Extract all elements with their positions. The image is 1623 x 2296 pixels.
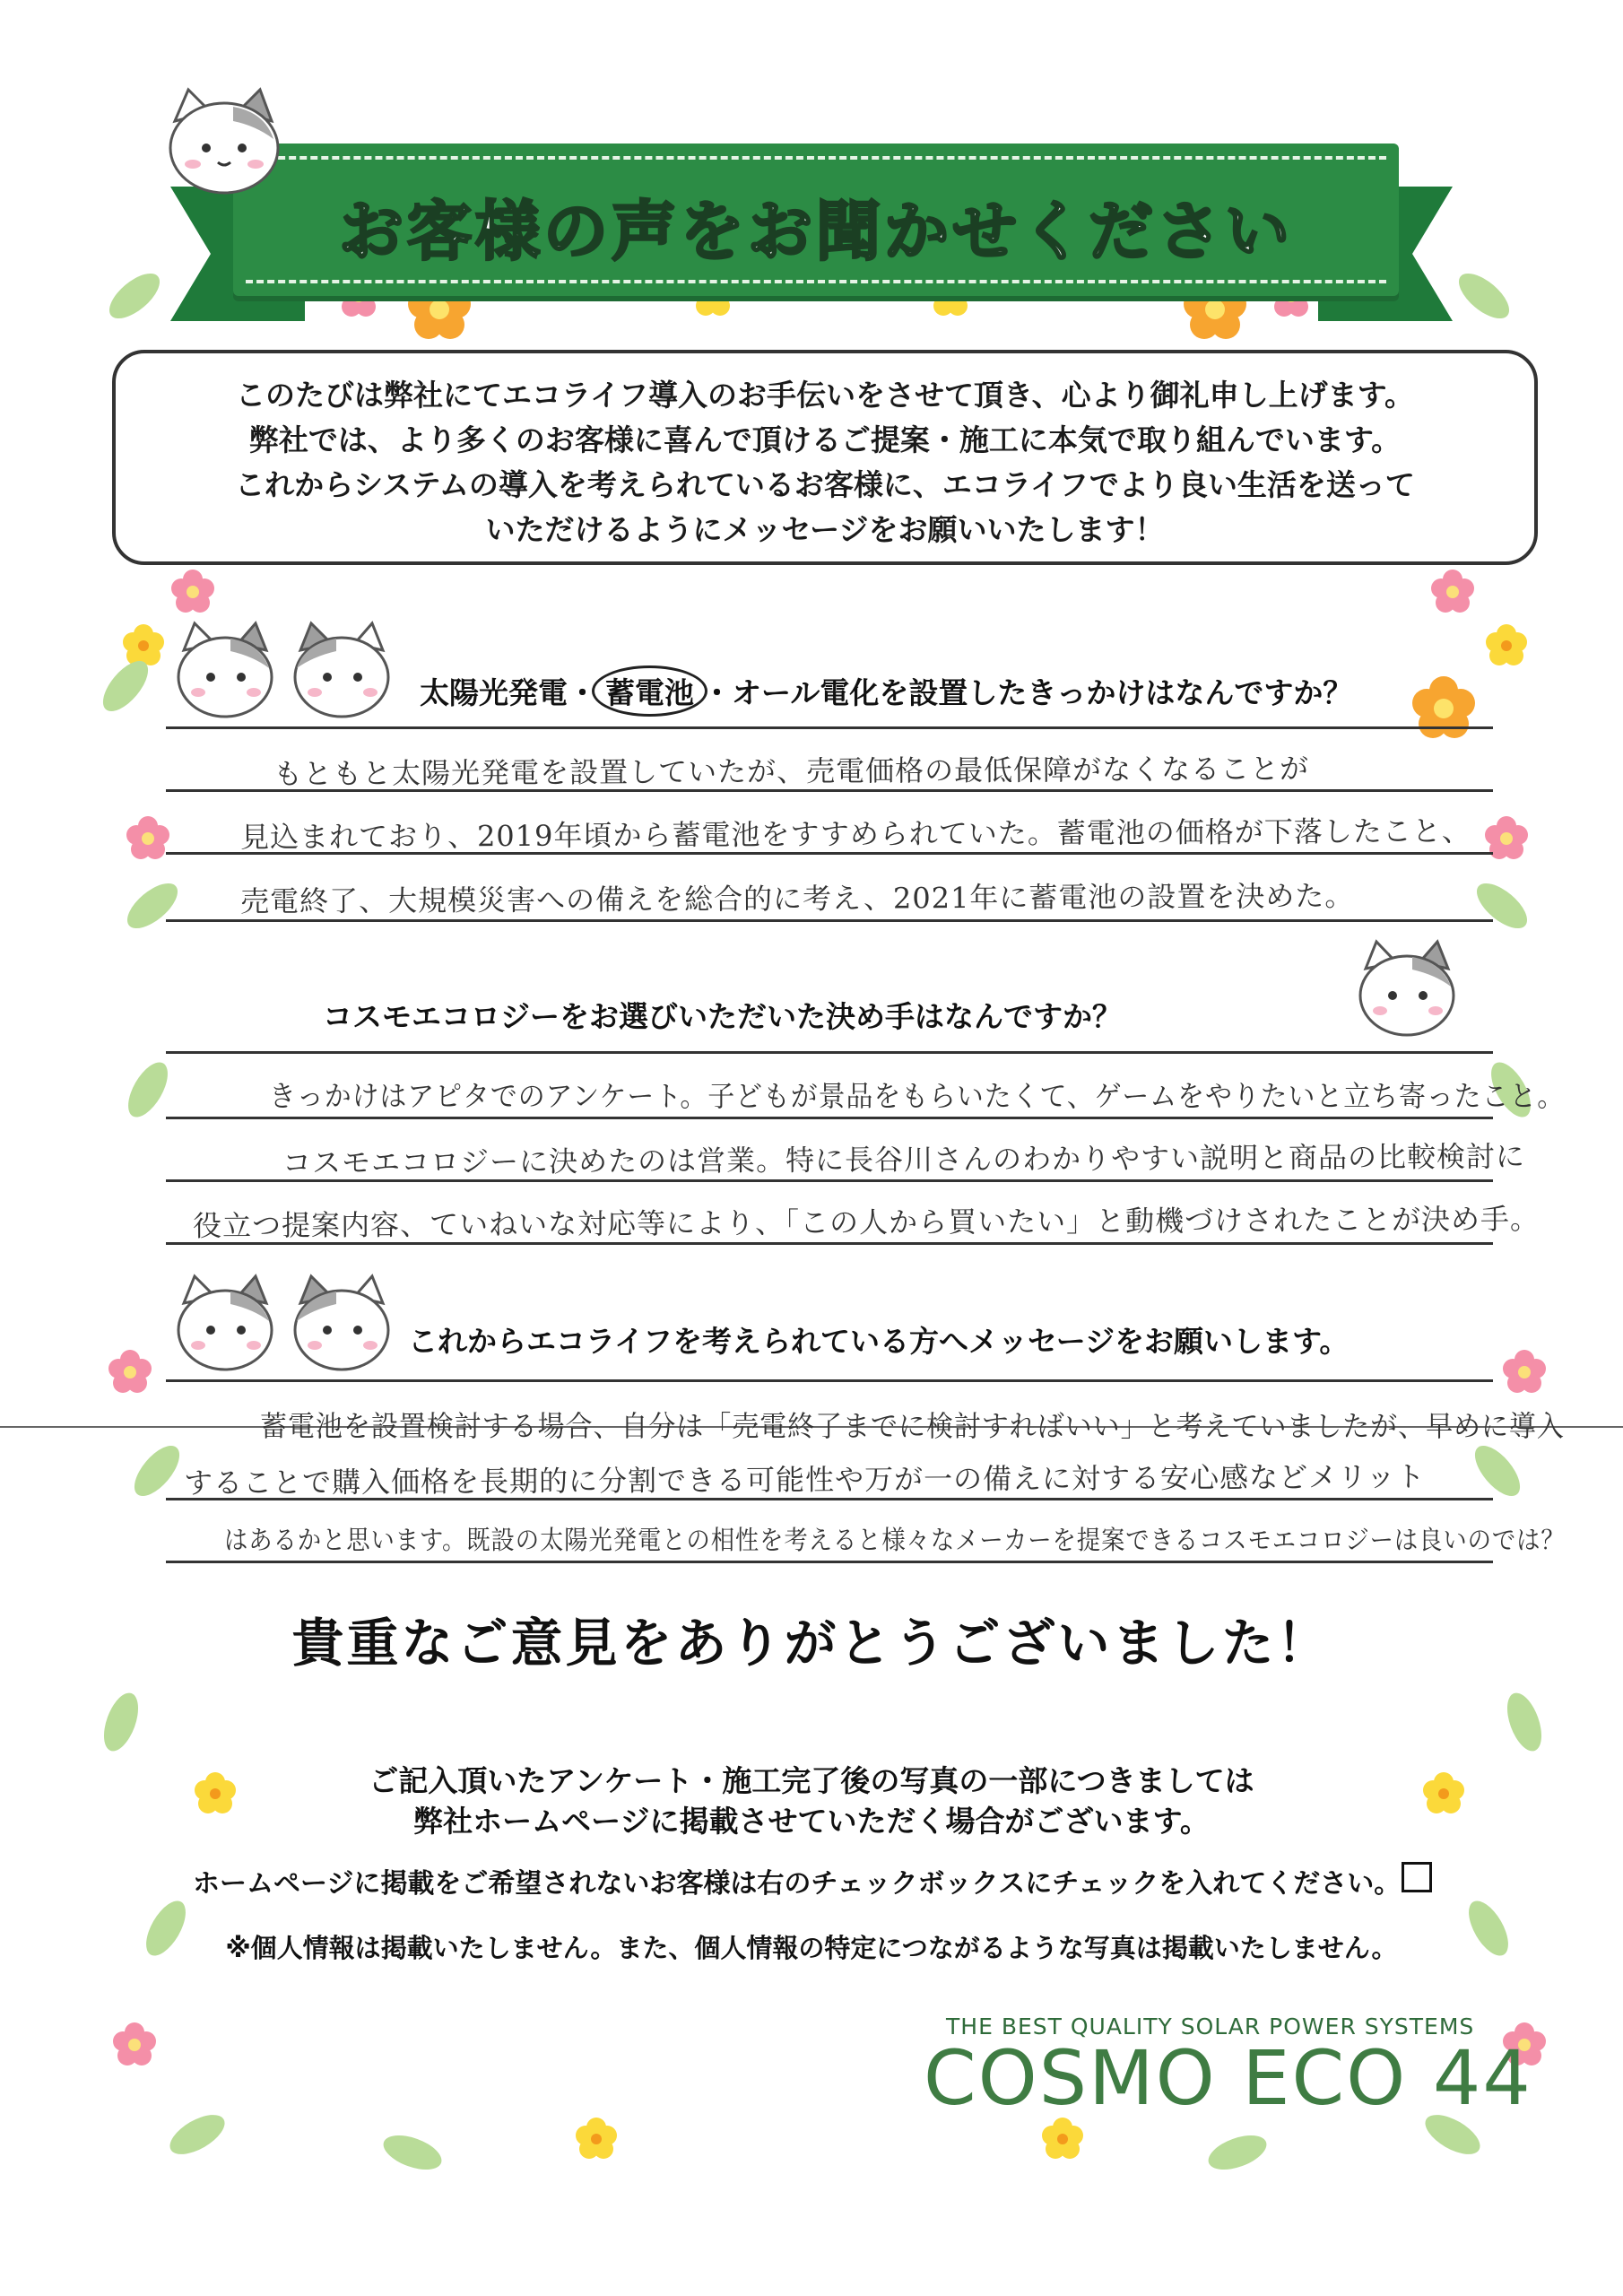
answer-line	[166, 726, 1493, 729]
answer-line	[166, 1561, 1493, 1563]
q1-suffix: ・オール電化を設置したきっかけはなんですか？	[702, 675, 1353, 710]
intro-message-box	[112, 350, 1538, 565]
answer-line	[166, 1379, 1493, 1382]
question-2-heading: コスモエコロジーをお選びいただいた決め手はなんですか？	[323, 999, 1122, 1034]
intro-line: このたびは弊社にてエコライフ導入のお手伝いをさせて頂き、心より御礼申し上げます。	[235, 378, 1415, 413]
q1-answer-line: もともと太陽光発電を設置していたが、売電価格の最低保障がなくなることが	[273, 751, 1310, 792]
q3-answer-line: することで購入価格を長期的に分割できる可能性や万が一の備えに対する安心感などメリット	[183, 1459, 1426, 1500]
intro-line: 弊社では、より多くのお客様に喜んで頂けるご提案・施工に本気で取り組んでいます。	[248, 422, 1402, 457]
answer-line	[166, 1051, 1493, 1054]
thanks-message: 貴重なご意見をありがとうございました！	[291, 1613, 1332, 1674]
q2-answer-line: 役立つ提案内容、ていねいな対応等により、「この人から買いたい」と動機づけされたことが決め手。	[192, 1202, 1541, 1243]
question-1-heading	[420, 665, 1352, 717]
title-banner	[233, 144, 1399, 296]
q3-answer-line: はあるかと思います。既設の太陽光発電との相性を考えると様々なメーカーを提案できるコスモエコロジーは良いのでは？	[224, 1525, 1566, 1555]
logo-tagline: THE BEST QUALITY SOLAR POWER SYSTEMS	[946, 2013, 1475, 2039]
company-logo: COSMO ECO 44	[924, 2034, 1532, 2122]
optout-checkbox[interactable]	[1402, 1862, 1432, 1892]
q3-answer-line: 蓄電池を設置検討する場合、自分は「売電終了までに検討すればいい」と考えていましたが、早めに導入	[260, 1409, 1565, 1443]
cat-mascot-icon	[157, 85, 291, 202]
q2-answer-line: きっかけはアピタでのアンケート。子どもが景品をもらいたくて、ゲームをやりたいと立ち寄ったこと。	[269, 1079, 1566, 1113]
two-cats-icon	[166, 1272, 399, 1379]
intro-line: これからシステムの導入を考えられているお客様に、エコライフでより良い生活を送って	[235, 467, 1415, 502]
optout-checkbox-label: ホームページに掲載をご希望されないお客様は右のチェックボックスにチェックを入れてください。	[193, 1868, 1402, 1900]
two-cats-icon	[166, 619, 399, 726]
notice-line-2: 弊社ホームページに掲載させていただく場合がございます。	[413, 1804, 1210, 1839]
cat-mascot-icon	[1350, 937, 1466, 1045]
intro-line: いただけるようにメッセージをお願いいたします！	[485, 512, 1165, 547]
q1-answer-line: 見込まれており、2019年頃から蓄電池をすすめられていた。蓄電池の価格が下落したこと、	[239, 813, 1471, 855]
notice-line-1: ご記入頂いたアンケート・施工完了後の写真の一部につきましては	[369, 1763, 1254, 1798]
q1-circled-option: 蓄電池	[592, 665, 707, 717]
privacy-note: ※個人情報は掲載いたしません。また、個人情報の特定につながるような写真は掲載いたしません。	[225, 1933, 1398, 1963]
q2-answer-line: コスモエコロジーに決めたのは営業。特に長谷川さんのわかりやすい説明と商品の比較検討に	[282, 1139, 1526, 1180]
answer-line	[166, 1117, 1493, 1119]
q1-prefix: 太陽光発電・	[420, 675, 597, 710]
question-3-heading: これからエコライフを考えられている方へメッセージをお願いします。	[408, 1324, 1350, 1359]
q1-answer-line: 売電終了、大規模災害への備えを総合的に考え、2021年に蓄電池の設置を決めた。	[239, 878, 1355, 919]
page-title: お客様の声をお聞かせください	[338, 194, 1293, 269]
